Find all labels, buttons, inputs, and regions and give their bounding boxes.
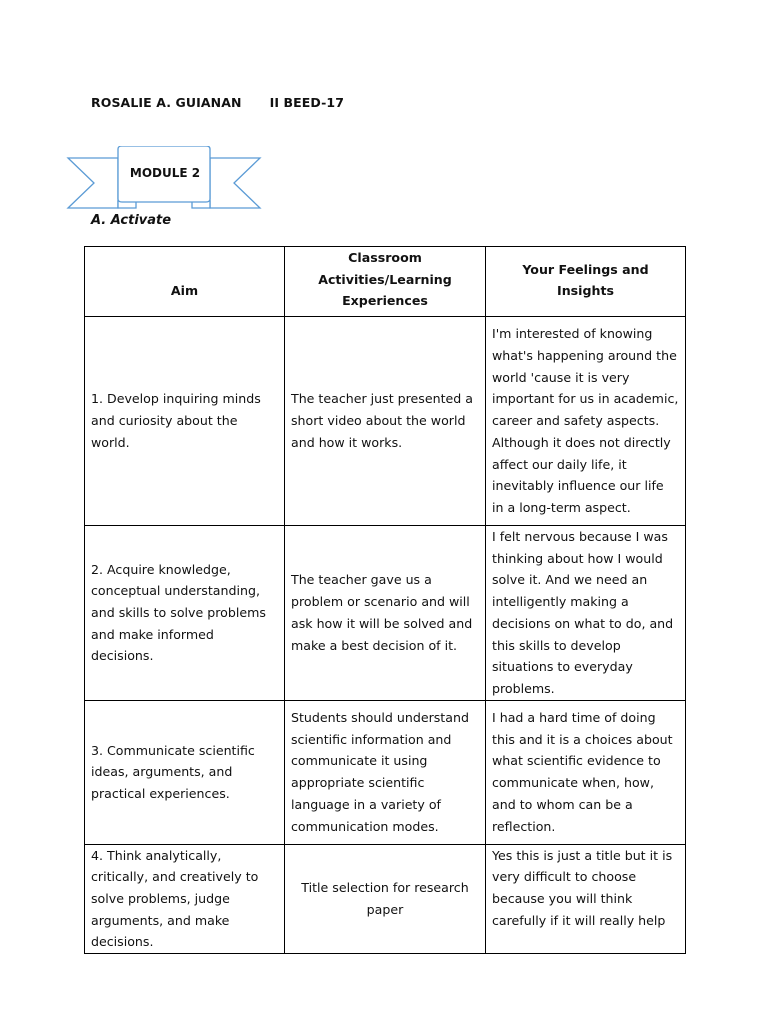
table-row [85, 700, 686, 844]
header-activities: Classroom Activities/Learning Experiences [285, 247, 486, 317]
aim-cell: 2. Acquire knowledge, conceptual understanding, and skills to solve problems and make informed decisions. [85, 526, 285, 701]
header-feelings: Your Feelings and Insights [486, 247, 686, 317]
student-name: ROSALIE A. GUIANAN [91, 95, 242, 110]
header-aim: Aim [85, 247, 285, 317]
feeling-cell: I felt nervous because I was thinking about how I would solve it. And we need an intelligently making a decisions on what to do, and this skills to develop situations to everyday problems. [486, 526, 686, 701]
aim-cell: 1. Develop inquiring minds and curiosity about the world. [85, 317, 285, 526]
table-header-row [85, 247, 686, 317]
module-label: MODULE 2 [129, 166, 201, 180]
activity-table [84, 246, 686, 954]
table-row [85, 526, 686, 701]
activity-cell: The teacher just presented a short video about the world and how it works. [285, 317, 486, 526]
table-row [85, 317, 686, 526]
document-header [91, 95, 344, 110]
activity-cell: Title selection for research paper [285, 844, 486, 954]
module-ribbon-banner [66, 146, 262, 214]
table-row [85, 844, 686, 954]
section-title: A. Activate [91, 213, 172, 228]
aim-cell: 3. Communicate scientific ideas, arguments, and practical experiences. [85, 700, 285, 844]
feeling-cell: Yes this is just a title but it is very difficult to choose because you will think carefully if it will really help [486, 844, 686, 954]
feeling-cell: I'm interested of knowing what's happening around the world 'cause it is very important for us in academic, career and safety aspects. Although it does not directly affect our daily life, it inevitably influence our life in a long-term aspect. [486, 317, 686, 526]
activity-cell: The teacher gave us a problem or scenario and will ask how it will be solved and make a best decision of it. [285, 526, 486, 701]
course-section: II BEED-17 [269, 95, 345, 110]
activity-cell: Students should understand scientific information and communicate it using appropriate scientific language in a variety of communication modes. [285, 700, 486, 844]
aim-cell: 4. Think analytically, critically, and creatively to solve problems, judge arguments, and make decisions. [85, 844, 285, 954]
feeling-cell: I had a hard time of doing this and it is a choices about what scientific evidence to communicate when, how, and to whom can be a reflection. [486, 700, 686, 844]
